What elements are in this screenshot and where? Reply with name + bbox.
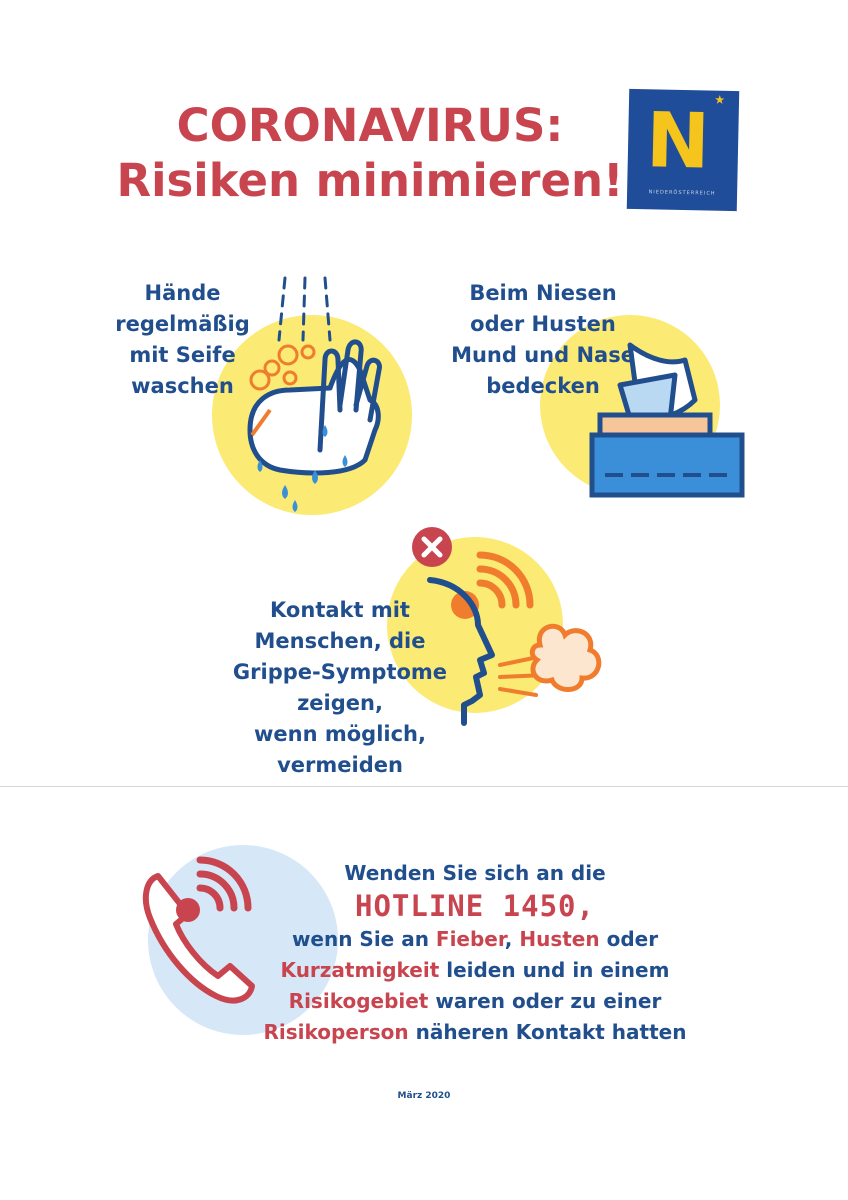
tip-line: Kontakt mit bbox=[270, 598, 410, 622]
risk-person: Risikoperson bbox=[263, 1020, 409, 1044]
tip-handwashing bbox=[100, 278, 265, 402]
tip-line: wenn möglich, bbox=[254, 722, 426, 746]
page-title bbox=[100, 98, 640, 208]
title-line-2: Risiken minimieren! bbox=[116, 154, 624, 207]
tip-line: regelmäßig bbox=[115, 312, 250, 336]
text-segment: wenn Sie an bbox=[291, 927, 436, 951]
text-segment: leiden und in einem bbox=[439, 958, 670, 982]
tip-line: zeigen, bbox=[297, 691, 383, 715]
tip-line: waschen bbox=[131, 374, 234, 398]
forbidden-icon bbox=[410, 525, 454, 569]
tip-line: Beim Niesen bbox=[469, 281, 617, 305]
logo-letter: N bbox=[645, 95, 711, 186]
tip-avoid-contact bbox=[210, 595, 470, 781]
tip-line: mit Seife bbox=[129, 343, 236, 367]
text-segment: , bbox=[504, 927, 520, 951]
risk-area: Risikogebiet bbox=[288, 989, 429, 1013]
tip-line: vermeiden bbox=[277, 753, 403, 777]
tip-line: Hände bbox=[144, 281, 221, 305]
hotline-line-5 bbox=[240, 986, 710, 1017]
tip-line: Grippe-Symptome bbox=[232, 660, 448, 684]
tip-line: bedecken bbox=[486, 374, 600, 398]
logo-star-icon: ★ bbox=[714, 92, 726, 107]
tip-line: oder Husten bbox=[470, 312, 616, 336]
noe-logo bbox=[627, 89, 739, 211]
text-segment: oder bbox=[599, 927, 659, 951]
hotline-line-1: Wenden Sie sich an die bbox=[344, 861, 606, 885]
tip-line: Menschen, die bbox=[254, 629, 426, 653]
tip-line: Mund und Nase bbox=[451, 343, 635, 367]
date-label: März 2020 bbox=[397, 1091, 451, 1101]
symptom-cough: Husten bbox=[519, 927, 600, 951]
text-segment: waren oder zu einer bbox=[428, 989, 662, 1013]
symptom-fever: Fieber bbox=[435, 927, 505, 951]
title-line-1: CORONAVIRUS: bbox=[176, 99, 564, 152]
symptom-shortness: Kurzatmigkeit bbox=[280, 958, 440, 982]
hotline-line-4 bbox=[240, 955, 710, 986]
logo-subtitle: NIEDERÖSTERREICH bbox=[648, 189, 716, 197]
hotline-line-6 bbox=[240, 1017, 710, 1048]
hotline-block bbox=[240, 858, 710, 1048]
text-segment: näheren Kontakt hatten bbox=[408, 1020, 687, 1044]
hotline-number: HOTLINE 1450, bbox=[355, 889, 595, 923]
tip-sneezing bbox=[438, 278, 648, 402]
hotline-line-3 bbox=[240, 924, 710, 955]
fold-divider bbox=[0, 786, 848, 787]
